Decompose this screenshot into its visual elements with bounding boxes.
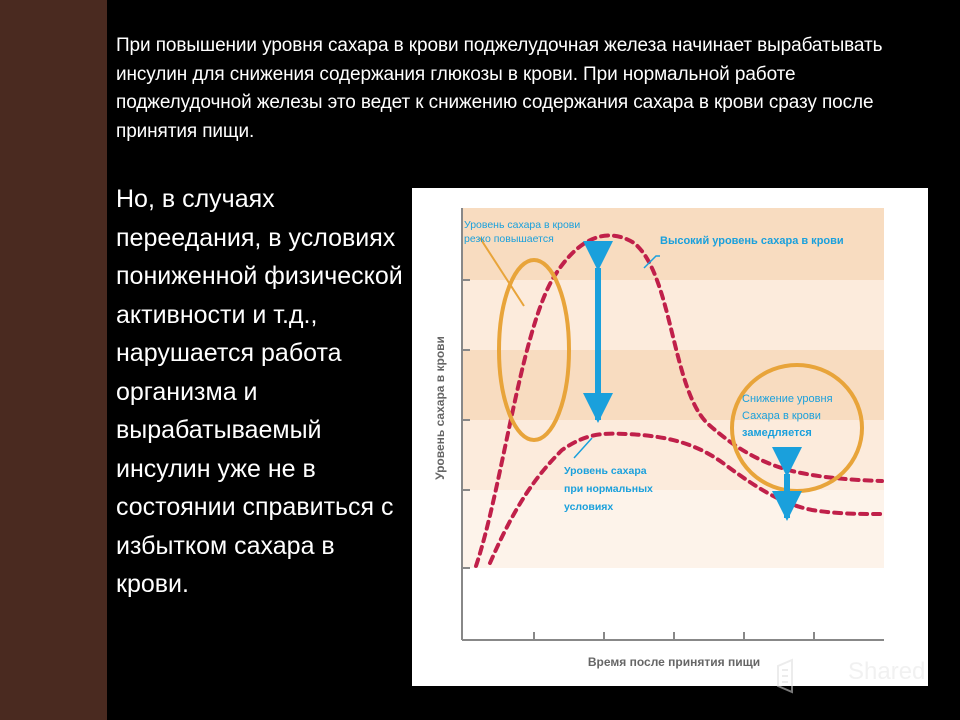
band-bottom bbox=[462, 490, 884, 568]
normal-level-label-line1: Уровень сахара bbox=[564, 465, 647, 477]
slow-decline-label-line1: Снижение уровня bbox=[742, 393, 833, 405]
intro-paragraph: При повышении уровня сахара в крови поджелудочная железа начинает вырабатывать инсулин для снижения содержания глюкозы в крови. При нормальной работе поджелудочной железы это ведет к снижению содержания сахара в крови сразу после принятия пищи. bbox=[116, 35, 883, 142]
left-side-bar bbox=[0, 0, 107, 720]
shared-watermark-text: Shared bbox=[848, 658, 926, 685]
slow-decline-label-line3: замедляется bbox=[742, 427, 812, 439]
overeating-paragraph: Но, в случаях переедания, в условиях пониженной физической активности и т.д., нарушается работа организма и вырабатываемый инсулин уже не в состоянии справиться с избытком сахара в крови. bbox=[116, 185, 403, 598]
normal-level-label-line2: при нормальных bbox=[564, 483, 653, 495]
blood-sugar-diagram bbox=[412, 188, 928, 686]
sharp-rise-label-line2: резко повышается bbox=[464, 233, 554, 245]
y-axis-label: Уровень сахара в крови bbox=[433, 336, 447, 480]
x-axis-ticks bbox=[534, 632, 814, 640]
slow-decline-label-line2: Сахара в крови bbox=[742, 410, 821, 422]
diagram-canvas bbox=[412, 188, 928, 686]
high-level-label: Высокий уровень сахара в крови bbox=[660, 235, 844, 247]
band-upper bbox=[462, 280, 884, 350]
sharp-rise-label-line1: Уровень сахара в крови bbox=[464, 219, 581, 231]
x-axis-label: Время после принятия пищи bbox=[587, 655, 761, 669]
band-lower bbox=[462, 420, 884, 490]
normal-level-label-line3: условиях bbox=[564, 501, 614, 513]
